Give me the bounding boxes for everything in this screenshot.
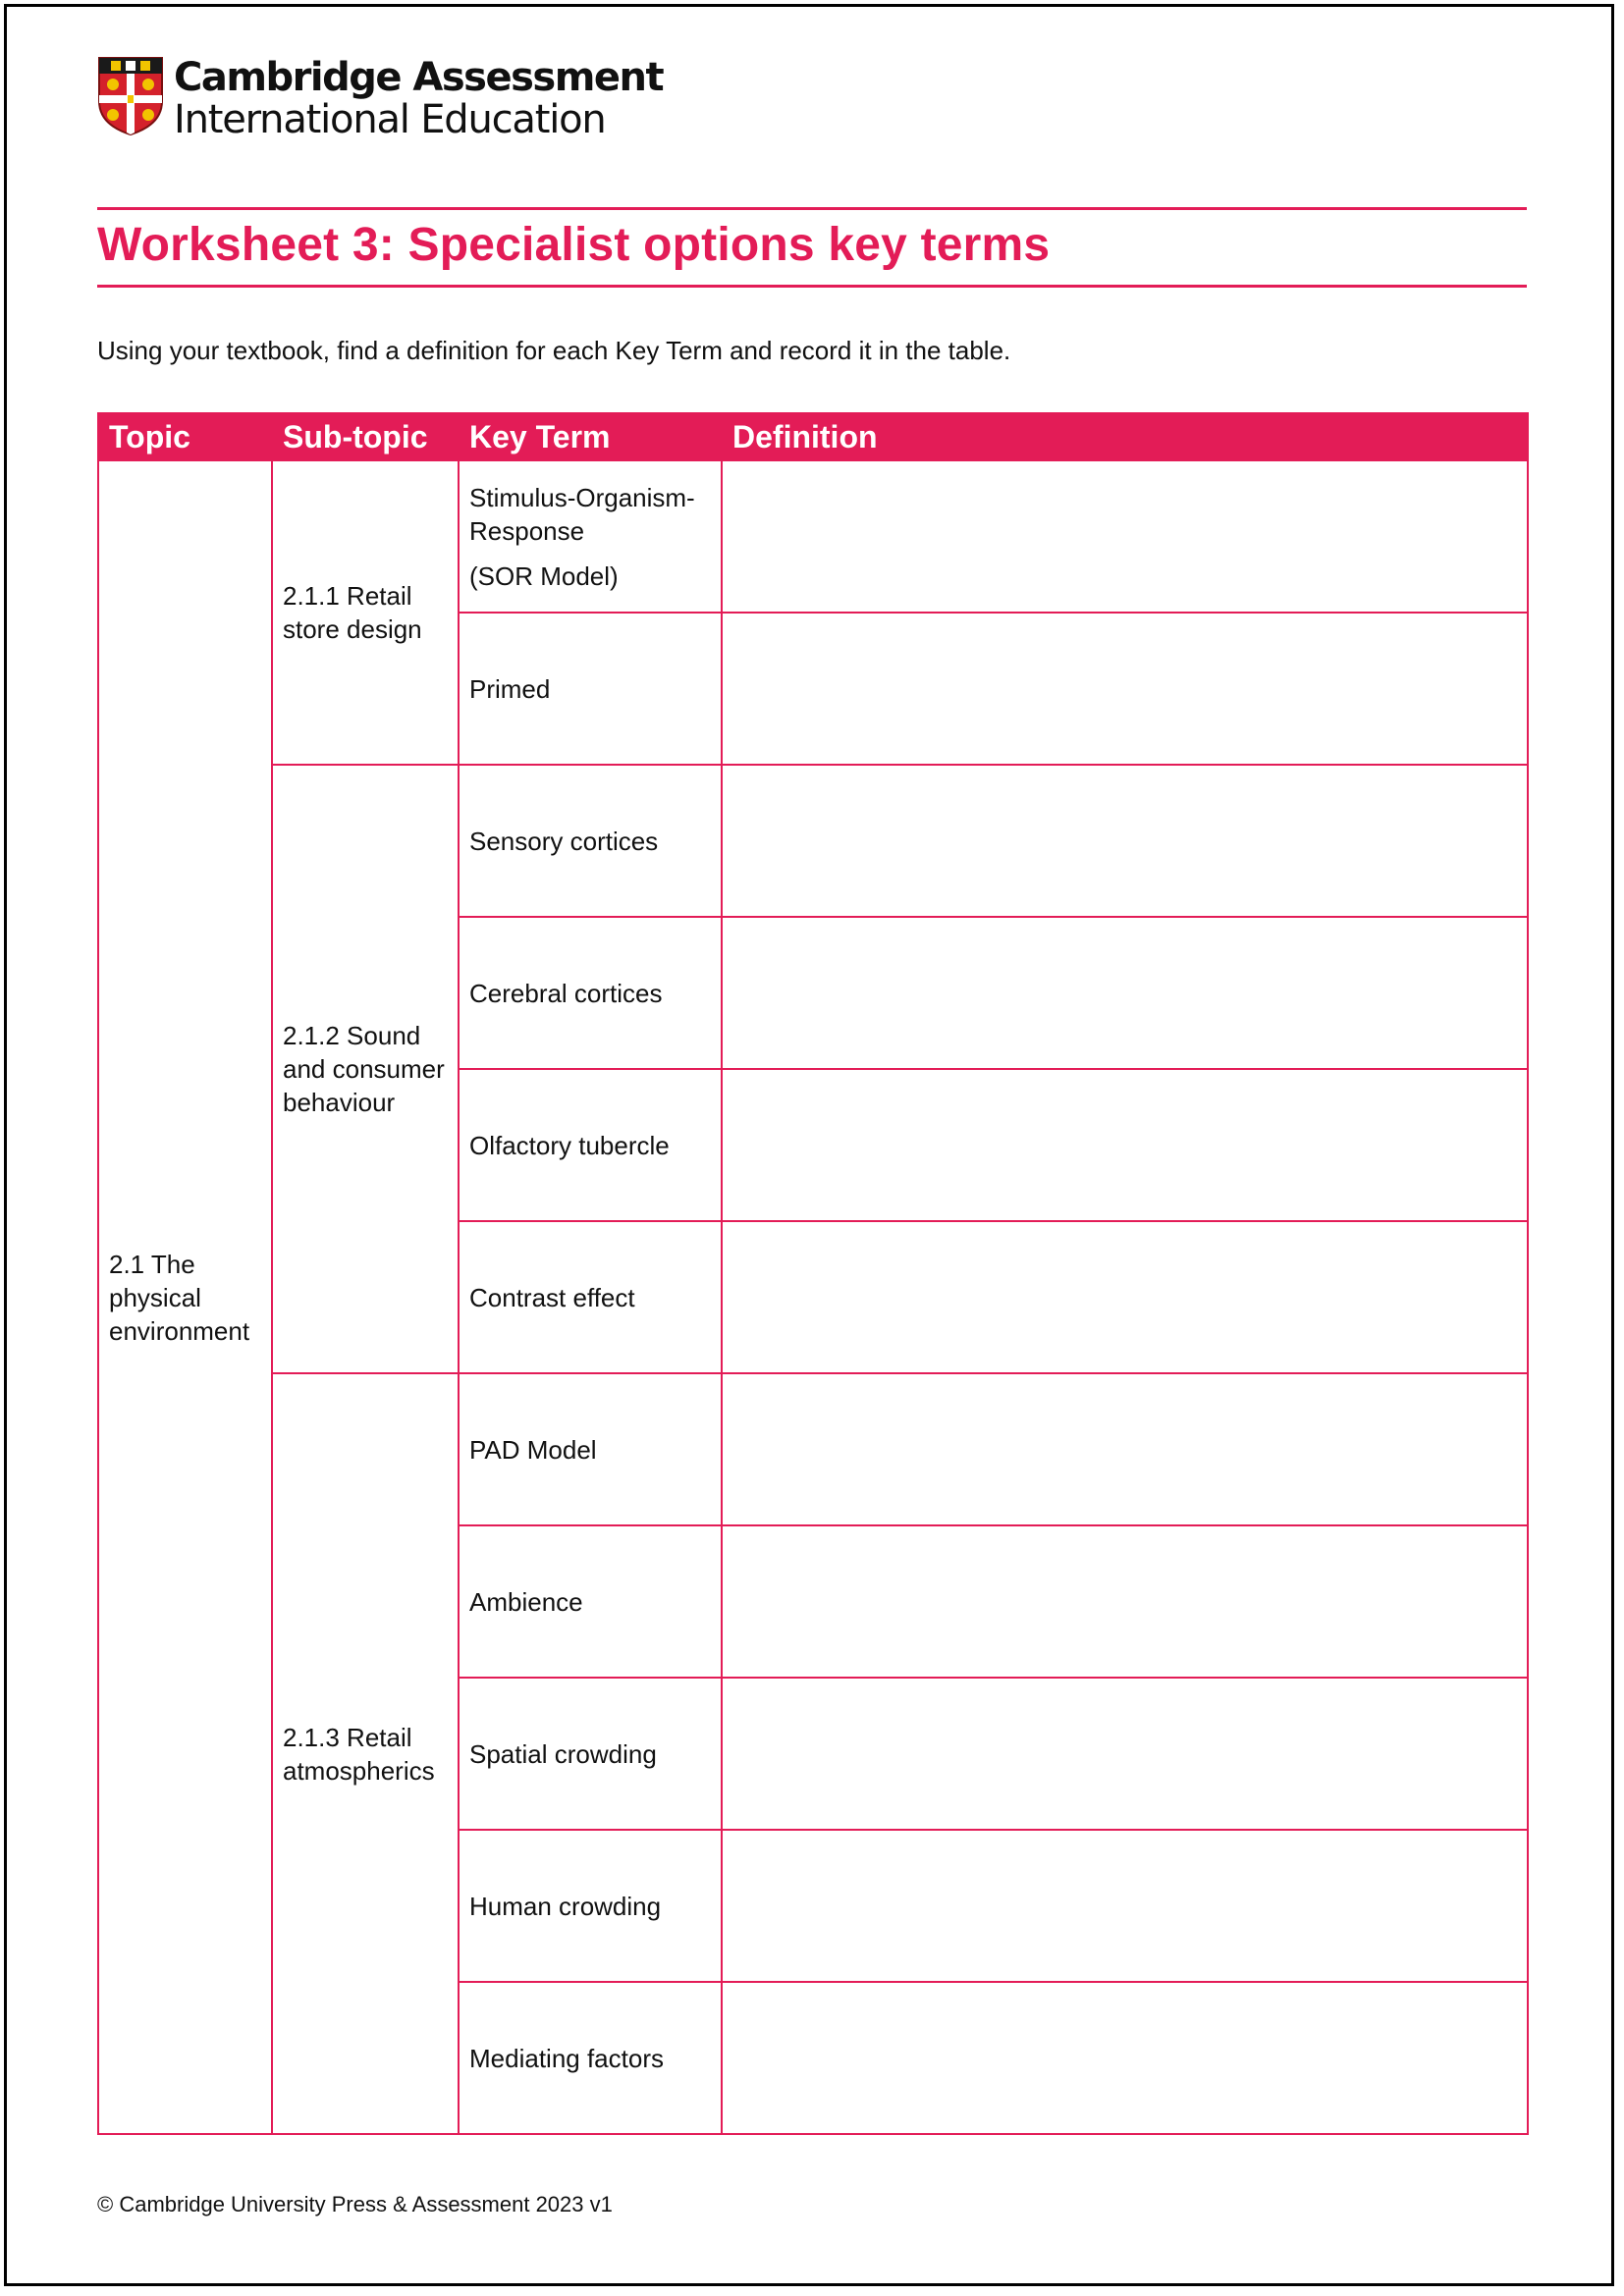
brand-name-line1: Cambridge Assessment (174, 55, 664, 100)
definition-cell[interactable] (722, 1982, 1528, 2134)
instructions-text: Using your textbook, find a definition for each Key Term and record it in the table. (97, 336, 1011, 365)
key-term-text: Stimulus-Organism-Response (469, 482, 695, 546)
table-row (98, 765, 1528, 917)
definition-cell[interactable] (722, 917, 1528, 1069)
key-term-cell: Sensory cortices (459, 765, 722, 917)
definition-cell[interactable] (722, 460, 1528, 613)
header-topic: Topic (98, 413, 272, 460)
header-key-term: Key Term (459, 413, 722, 460)
definition-cell[interactable] (722, 1221, 1528, 1373)
definition-cell[interactable] (722, 1830, 1528, 1982)
key-term-cell: Primed (459, 613, 722, 765)
header-subtopic: Sub-topic (272, 413, 459, 460)
table-row (98, 1373, 1528, 1525)
table-row (98, 460, 1528, 613)
key-terms-table (97, 412, 1529, 2135)
key-term-cell: Contrast effect (459, 1221, 722, 1373)
definition-cell[interactable] (722, 613, 1528, 765)
key-term-cell: Mediating factors (459, 1982, 722, 2134)
key-term-cell: PAD Model (459, 1373, 722, 1525)
definition-cell[interactable] (722, 1525, 1528, 1678)
key-term-cell: Human crowding (459, 1830, 722, 1982)
definition-cell[interactable] (722, 1373, 1528, 1525)
topic-cell: 2.1 The physical environment (98, 460, 272, 2134)
brand-logo (97, 55, 664, 142)
table-header-row (98, 413, 1528, 460)
key-term-cell (459, 460, 722, 613)
key-term-cell: Ambience (459, 1525, 722, 1678)
definition-cell[interactable] (722, 765, 1528, 917)
title-rule-bottom (97, 285, 1527, 288)
definition-cell[interactable] (722, 1678, 1528, 1830)
subtopic-cell: 2.1.1 Retail store design (272, 460, 459, 765)
header-definition: Definition (722, 413, 1528, 460)
title-rule-top (97, 207, 1527, 210)
key-term-cell: Cerebral cortices (459, 917, 722, 1069)
key-term-cell: Spatial crowding (459, 1678, 722, 1830)
key-term-subtext: (SOR Model) (469, 561, 619, 591)
subtopic-cell: 2.1.3 Retail atmospherics (272, 1373, 459, 2134)
copyright-footer: © Cambridge University Press & Assessment 2023 v1 (97, 2192, 613, 2216)
definition-cell[interactable] (722, 1069, 1528, 1221)
key-term-cell: Olfactory tubercle (459, 1069, 722, 1221)
subtopic-cell: 2.1.2 Sound and consumer behaviour (272, 765, 459, 1373)
worksheet-title: Worksheet 3: Specialist options key terms (97, 219, 1051, 271)
university-crest-icon (97, 56, 164, 136)
brand-name-line2: International Education (174, 97, 606, 142)
